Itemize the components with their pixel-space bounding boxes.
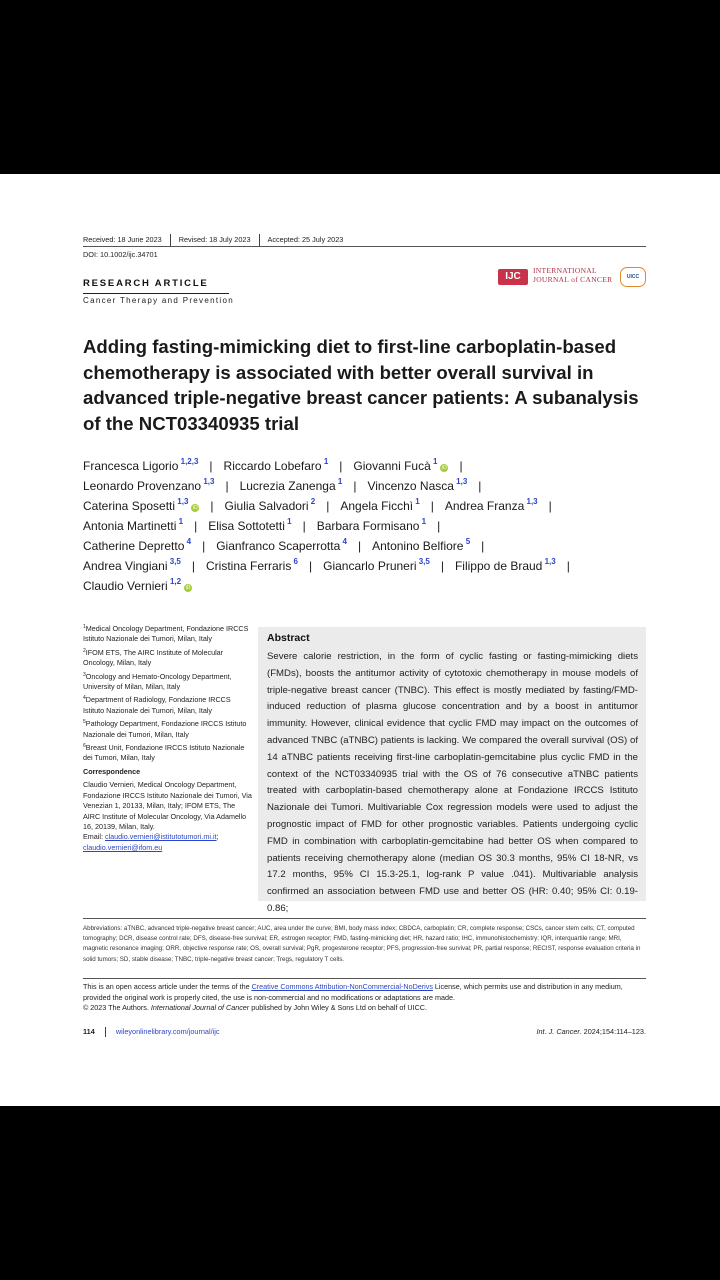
author-affiliation-ref[interactable]: 1,3 — [524, 497, 538, 506]
section-name: Cancer Therapy and Prevention — [83, 296, 234, 305]
affiliation-number: 1 — [83, 624, 86, 630]
author[interactable] — [216, 539, 347, 553]
author[interactable] — [372, 539, 470, 553]
affiliation-number: 2 — [83, 647, 86, 654]
affiliation-text: Oncology and Hemato-Oncology Department, University of Milan, Milan, Italy — [83, 671, 232, 692]
accepted-date: Accepted: 25 July 2023 — [267, 234, 344, 244]
author-affiliation-ref[interactable]: 1,3 — [201, 477, 215, 486]
received-date: Received: 18 June 2023 — [83, 234, 162, 244]
cc-license-link[interactable]: Creative Commons Attribution-NonCommercial-NoDerivs — [251, 982, 433, 991]
affiliation-text: IFOM ETS, The AIRC Institute of Molecular Oncology, Milan, Italy — [83, 647, 224, 668]
author[interactable] — [353, 459, 448, 473]
author-affiliation-ref[interactable]: 1,2 — [167, 577, 182, 586]
author-separator: | — [225, 479, 229, 493]
footer-separator — [105, 1027, 106, 1037]
correspondence-heading: Correspondence — [83, 766, 141, 776]
author-name: Andrea Vingiani — [83, 559, 168, 573]
author-separator: | — [548, 499, 552, 513]
author-affiliation-ref[interactable]: 3,5 — [167, 557, 181, 566]
author-separator: | — [566, 559, 570, 573]
author-separator: | — [202, 539, 206, 553]
affiliation-text: Department of Radiology, Fondazione IRCCS Istituto Nazionale dei Tumori, Milan, Italy — [83, 695, 231, 715]
author-affiliation-ref[interactable]: 1 — [413, 497, 420, 506]
author-separator: | — [478, 479, 482, 493]
author[interactable] — [208, 519, 291, 533]
correspondence-email: Email: claudio.vernieri@istitutotumori.mi.it; claudio.vernieri@ifom.eu — [83, 832, 219, 852]
affiliation-text: Pathology Department, Fondazione IRCCS Istituto Nazionale dei Tumori, Milan, Italy — [83, 719, 247, 739]
affiliation-number: 3 — [83, 671, 86, 678]
journal-name — [533, 267, 612, 284]
abstract-heading: Abstract — [267, 632, 310, 644]
author[interactable] — [83, 559, 181, 573]
author-affiliation-ref[interactable]: 6 — [291, 557, 298, 566]
author-affiliation-ref[interactable]: 1 — [419, 517, 427, 526]
author-name: Barbara Formisano — [316, 519, 420, 533]
author-affiliation-ref[interactable]: 1,2,3 — [178, 457, 199, 466]
uicc-badge: UICC — [620, 267, 646, 287]
email-label: Email: — [83, 832, 103, 842]
affiliation-number: 4 — [83, 695, 86, 702]
abstract-text: Severe calorie restriction, in the form of cyclic fasting or fasting-mimicking diets (FMDs), boosts the antitumor activity of cytotoxic chemotherapy in mouse models of triple-negative breast cancer (TNBC). This effect is mostly mediated by fasting/FMD-induced reduction of plasma glucose concentration and by a boost in antitumor immunity. However, clinical evidence that cyclic FMD may impact on the outcomes of advanced TNBC (aTNBC) patients is lacking. We compared the overall survival (OS) of 14 aTNBC patients receiving first-line carboplatin-gemcitabine plus cyclic FMD in the context of the NCT03340935 trial with the OS of 76 consecutive aTNBC patients treated with carboplatin-based chemotherapy alone at Fondazione IRCCS Istituto Nazionale dei Tumori. Multivariable Cox regression models were used to adjust the prognostic impact of FMD for other prognostic variables. Patients undergoing cyclic FMD in combination with carboplatin-gemcitabine had better OS when compared to patients receiving chemotherapy alone (median OS 30.3 months, 95% CI 18-NR, vs 17.2 months, 95% CI 15.3-25.1, log-rank P value .041). Multivariable analysis confirmed an association between FMD use and better OS (HR: 0.40; 95% CI: 0.19-0.86; — [267, 651, 638, 914]
journal-url-link[interactable]: wileyonlinelibrary.com/journal/ijc — [115, 1027, 220, 1036]
author-name: Riccardo Lobefaro — [223, 459, 322, 473]
author-affiliation-ref[interactable]: 3,5 — [416, 557, 430, 566]
author[interactable] — [83, 459, 198, 473]
author-separator: | — [209, 459, 213, 473]
revised-date: Revised: 18 July 2023 — [178, 234, 251, 244]
header-divider — [83, 246, 646, 247]
ijc-logo-box: IJC — [498, 269, 528, 285]
author-affiliation-ref[interactable]: 1,3 — [542, 557, 556, 566]
citation — [536, 1027, 646, 1036]
author[interactable] — [323, 559, 430, 573]
author-name: Claudio Vernieri — [83, 579, 168, 593]
author-separator: | — [326, 499, 330, 513]
author-affiliation-ref[interactable]: 1 — [284, 517, 292, 526]
abbreviations: Abbreviations: aTNBC, advanced triple-negative breast cancer; AUC, area under the curve; BMI, body mass index; CBDCA, carboplatin; CR, complete response; CSCs, cancer stem cells; CT, computed tomography; DCR, disease control rate; DFS, disease-free survival; ER, estrogen receptor; FMD, fasting-mimicking diet; HR, hazard ratio; IHC, immunohistochemistry; IQR, interquartile range; MRI, magnetic resonance imaging; ORR, objective response rate; OS, overall survival; PgR, progesterone receptor; PFS, progression-free survival; PR, partial response; RECIST, response evaluation criteria in solid tumors; SD, stable disease; TNBC, triple-negative breast cancer; Tregs, regulatory T cells. — [83, 925, 641, 963]
author-affiliation-ref[interactable]: 4 — [184, 537, 192, 546]
author-name: Andrea Franza — [444, 499, 525, 513]
author-name: Giancarlo Pruneri — [323, 559, 417, 573]
abstract-box — [258, 627, 646, 914]
page-number: 114 — [83, 1027, 95, 1036]
journal-logo[interactable] — [498, 267, 646, 289]
license-divider — [83, 978, 646, 979]
copyright-post: published by John Wiley & Sons Ltd on behalf of UICC. — [249, 1003, 427, 1012]
author-name: Gianfranco Scaperrotta — [216, 539, 341, 553]
license-text — [83, 982, 646, 1014]
author-separator: | — [430, 499, 434, 513]
copyright-pre: © 2023 The Authors. — [83, 1003, 151, 1012]
affiliation-item — [83, 648, 253, 669]
author[interactable] — [445, 499, 538, 513]
author-affiliation-ref[interactable]: 4 — [340, 537, 347, 546]
author-name: Angela Ficchì — [340, 499, 414, 513]
copyright-journal: International Journal of Cancer — [150, 1003, 250, 1012]
author-affiliation-ref[interactable]: 1,3 — [175, 497, 189, 506]
article-page — [0, 174, 720, 1106]
abbreviations-divider — [83, 918, 646, 919]
author-separator: | — [191, 559, 195, 573]
license-post: License, which permits use and distribution in any medium, provided the original work is properly cited, the use is non-commercial and no modifications or adaptations are made. — [83, 982, 623, 1002]
journal-name-line2: JOURNAL of CANCER — [533, 274, 613, 284]
author-name: Antonia Martinetti — [83, 519, 177, 533]
author[interactable] — [83, 519, 183, 533]
author[interactable] — [224, 459, 329, 473]
author-separator: | — [353, 479, 357, 493]
author[interactable] — [83, 499, 199, 513]
affiliation-number: 5 — [83, 719, 86, 726]
author[interactable] — [340, 499, 419, 513]
author-name: Cristina Ferraris — [205, 559, 292, 573]
article-dates — [83, 234, 343, 246]
author-separator: | — [481, 539, 485, 553]
affiliation-number: 6 — [83, 743, 86, 750]
correspondence-text: Claudio Vernieri, Medical Oncology Department, Fondazione IRCCS Istituto Nazionale dei Tumori, Via Venezian 1, 20133, Milan, Italy; IFOM ETS, The AIRC Institute of Molecular Oncology, Via Adamello 16, 20139, Milan, Italy. — [83, 780, 252, 831]
email-link-2[interactable]: claudio.vernieri@ifom.eu — [83, 842, 163, 852]
affiliations — [83, 624, 253, 853]
author[interactable] — [455, 559, 556, 573]
author-name: Elisa Sottotetti — [208, 519, 285, 533]
doi: DOI: 10.1002/ijc.34701 — [83, 250, 158, 259]
author-affiliation-ref[interactable]: 5 — [463, 537, 471, 546]
article-type-underline — [83, 293, 229, 294]
author[interactable] — [367, 479, 467, 493]
affiliation-item — [83, 695, 253, 716]
author[interactable] — [317, 519, 426, 533]
author-affiliation-ref[interactable]: 1 — [430, 457, 438, 466]
author-separator: | — [437, 519, 441, 533]
citation-journal: Int. J. Cancer. — [536, 1027, 582, 1036]
author-separator: | — [357, 539, 362, 553]
author[interactable] — [240, 479, 343, 493]
license-pre: This is an open access article under the terms of the — [83, 982, 252, 991]
affiliation-list — [83, 624, 253, 764]
citation-rest: 2024;154:114–123. — [581, 1027, 646, 1036]
author-name: Caterina Sposetti — [83, 499, 176, 513]
author-name: Vincenzo Nasca — [367, 479, 454, 493]
author-name: Leonardo Provenzano — [83, 479, 202, 493]
journal-name-line1: INTERNATIONAL — [533, 266, 597, 275]
article-title: Adding fasting-mimicking diet to first-line carboplatin-based chemotherapy is associated with better overall survival in advanced triple-negative breast cancer patients: A subanalysis of the NCT03340935 trial — [83, 336, 639, 434]
author-name: Antonino Belfiore — [372, 539, 464, 553]
author[interactable] — [206, 559, 298, 573]
author-name: Giulia Salvadori — [224, 499, 309, 513]
page-footer — [83, 1027, 646, 1037]
author-separator: | — [440, 559, 444, 573]
author-affiliation-ref[interactable]: 2 — [308, 497, 316, 506]
author-name: Lucrezia Zanenga — [239, 479, 336, 493]
author-separator: | — [210, 499, 214, 513]
orcid-icon[interactable]: iD — [442, 465, 447, 471]
author[interactable] — [83, 479, 214, 493]
author-affiliation-ref[interactable]: 1 — [176, 517, 184, 526]
email-link-1[interactable]: claudio.vernieri@istitutotumori.mi.it — [104, 832, 217, 842]
author-affiliation-ref[interactable]: 1 — [335, 477, 343, 486]
author-affiliation-ref[interactable]: 1 — [321, 457, 329, 466]
author-name: Filippo de Braud — [454, 559, 543, 573]
affiliation-item — [83, 672, 253, 693]
affiliation-item — [83, 719, 253, 740]
author-name: Francesca Ligorio — [83, 459, 179, 473]
orcid-icon[interactable]: iD — [193, 505, 198, 511]
author-name: Giovanni Fucà — [353, 459, 431, 473]
author-separator: | — [309, 559, 313, 573]
affiliation-item — [83, 624, 253, 645]
author-affiliation-ref[interactable]: 1,3 — [453, 477, 468, 486]
author[interactable] — [225, 499, 316, 513]
author-separator: | — [194, 519, 198, 533]
author[interactable] — [83, 579, 192, 593]
affiliation-text: Medical Oncology Department, Fondazione IRCCS Istituto Nazionale dei Tumori, Milan, Italy — [83, 624, 249, 644]
author-separator: | — [459, 459, 463, 473]
affiliation-item — [83, 743, 253, 764]
author-list — [83, 456, 643, 596]
affiliation-text: Breast Unit, Fondazione IRCCS Istituto Nazionale dei Tumori, Milan, Italy — [83, 743, 245, 763]
author-name: Catherine Depretto — [83, 539, 185, 553]
author-separator: | — [339, 459, 343, 473]
article-type: RESEARCH ARTICLE — [83, 278, 209, 289]
orcid-icon[interactable]: iD — [185, 585, 191, 591]
author[interactable] — [83, 539, 191, 553]
author-separator: | — [302, 519, 306, 533]
